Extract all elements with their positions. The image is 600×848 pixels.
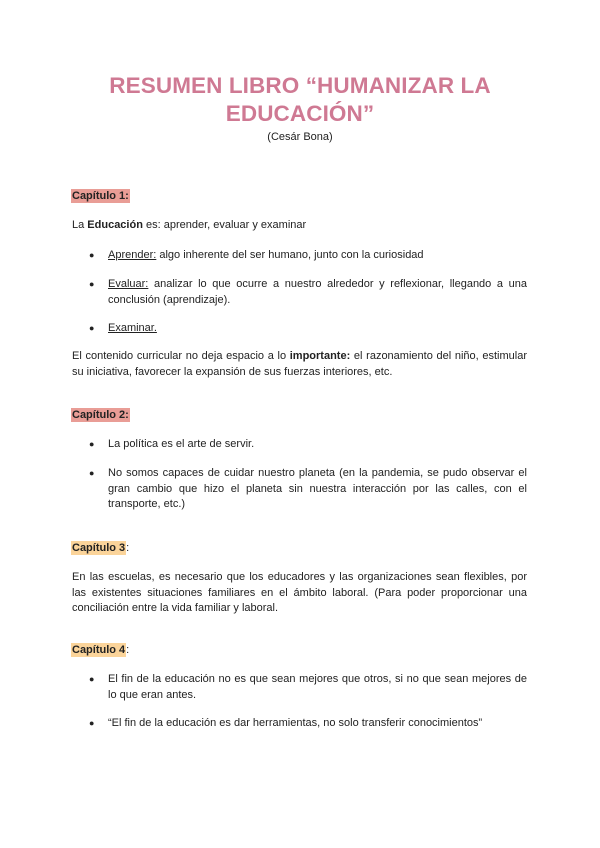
bullet-term: Evaluar: bbox=[108, 278, 149, 290]
chapter-3-heading-label: Capítulo 3 bbox=[72, 542, 126, 554]
chapter-4-heading-suffix: : bbox=[126, 644, 130, 656]
bullet-text: La política es el arte de servir. bbox=[108, 438, 255, 450]
chapter-3-paragraph: En las escuelas, es necesario que los educadores y las organizaciones sean flexibles, por las existentes situaciones familiares en el ámbito laboral. (Para poder proporcionar una conciliación entre la vida familiar y laboral. bbox=[72, 571, 527, 614]
bullet-icon: ● bbox=[89, 323, 95, 333]
bullet-text: “El fin de la educación es dar herramientas, no solo transferir conocimientos” bbox=[108, 717, 483, 729]
bullet-icon: ● bbox=[89, 439, 95, 449]
bullet-text: No somos capaces de cuidar nuestro planeta (en la pandemia, se pudo observar el gran cambio que hizo el planeta sin nuestra interacción por las calles, con el transporte, etc.) bbox=[108, 467, 527, 510]
chapter-1-intro-post: es: aprender, evaluar y examinar bbox=[142, 219, 307, 231]
chapter-1-bullet-examinar bbox=[89, 321, 527, 337]
bullet-text: algo inherente del ser humano, junto con la curiosidad bbox=[156, 249, 424, 261]
chapter-4-bullet-1 bbox=[89, 672, 527, 703]
bullet-term: Aprender: bbox=[108, 249, 157, 261]
document-title: RESUMEN LIBRO “HUMANIZAR LA EDUCACIÓN” bbox=[109, 73, 491, 126]
chapter-1-paragraph-bold: importante: bbox=[289, 350, 351, 362]
bullet-icon: ● bbox=[89, 674, 95, 684]
bullet-icon: ● bbox=[89, 718, 95, 728]
bullet-text: analizar lo que ocurre a nuestro alrededor y reflexionar, llegando a una conclusión (aprendizaje). bbox=[108, 278, 527, 306]
chapter-2-heading bbox=[71, 408, 130, 422]
chapter-1-paragraph bbox=[72, 349, 527, 380]
chapter-1-intro-bold: Educación bbox=[87, 219, 143, 231]
chapter-1-paragraph-post: el razonamiento del niño, estimular su iniciativa, favorecer la expansión de sus fuerzas interiores, etc. bbox=[72, 350, 527, 378]
document-author: (Cesár Bona) bbox=[267, 131, 333, 143]
bullet-icon: ● bbox=[89, 468, 95, 478]
chapter-3-heading-suffix: : bbox=[126, 542, 130, 554]
chapter-4-heading bbox=[71, 643, 129, 657]
chapter-1-paragraph-pre: El contenido curricular no deja espacio a lo bbox=[72, 350, 290, 362]
chapter-4-bullet-2 bbox=[89, 716, 527, 732]
chapter-1-intro bbox=[72, 218, 527, 234]
bullet-term: Examinar. bbox=[108, 322, 157, 334]
bullet-text: El fin de la educación no es que sean mejores que otros, si no que sean mejores de lo que eran antes. bbox=[108, 673, 527, 701]
chapter-2-bullet-1 bbox=[89, 437, 527, 453]
chapter-1-heading-label: Capítulo 1: bbox=[72, 190, 129, 202]
chapter-1-bullet-evaluar bbox=[89, 277, 527, 308]
bullet-icon: ● bbox=[89, 279, 95, 289]
chapter-2-heading-label: Capítulo 2: bbox=[72, 409, 129, 421]
chapter-4-heading-label: Capítulo 4 bbox=[72, 644, 126, 656]
chapter-1-intro-pre: La bbox=[72, 219, 88, 231]
chapter-2-bullet-2 bbox=[89, 466, 527, 513]
bullet-icon: ● bbox=[89, 250, 95, 260]
chapter-1-heading bbox=[71, 189, 130, 203]
chapter-3-heading bbox=[71, 541, 129, 555]
chapter-1-bullet-aprender bbox=[89, 248, 527, 264]
